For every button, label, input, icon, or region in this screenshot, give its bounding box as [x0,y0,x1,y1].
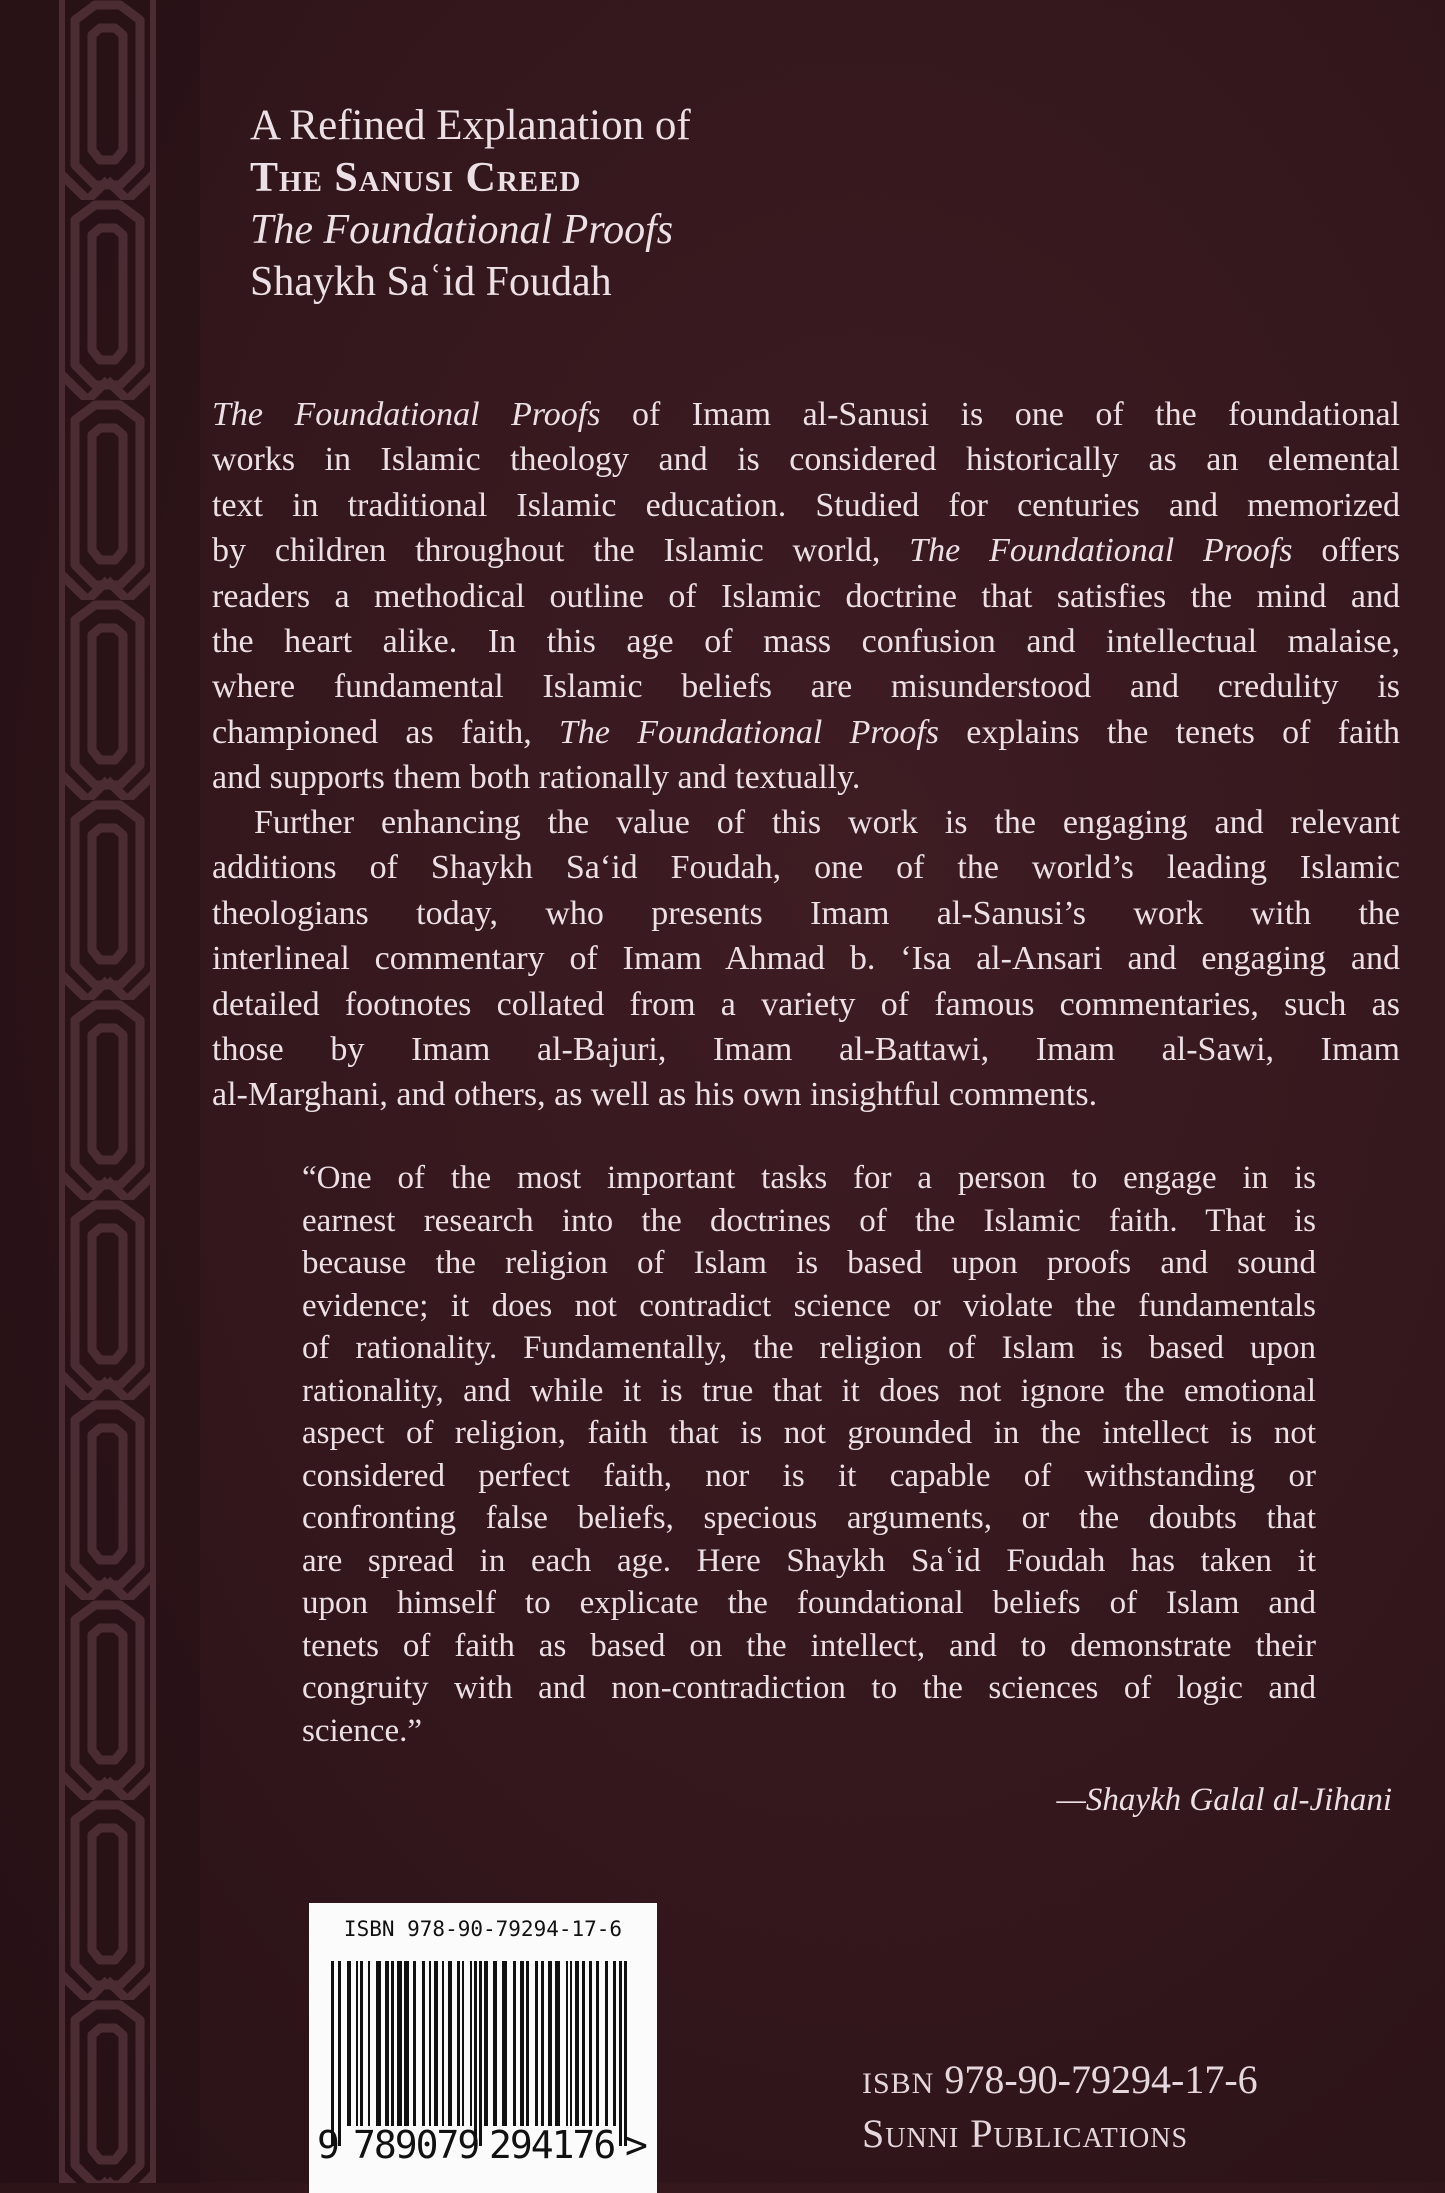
text-line [302,1667,1316,1710]
text-line [302,1497,1316,1540]
text-segment: works in Islamic theology and is considered historically as an elemental [212,441,1400,479]
barcode-bar [347,1961,351,2126]
text-line [302,1157,1316,1200]
footer-isbn [862,2056,1258,2103]
text-segment: earnest research into the doctrines of the Islamic faith. That is [302,1202,1316,1239]
text-line [212,664,1400,709]
text-segment: al-Marghani, and others, as well as his own insightful comments. [212,1076,1098,1114]
barcode-bar [360,1961,363,2126]
barcode-digits-left: 789079 [353,2123,479,2167]
book-subtitle: The Foundational Proofs [250,207,674,253]
text-line [302,1455,1316,1498]
barcode-bar [589,1961,592,2126]
barcode-bar [520,1961,524,2126]
barcode-bar [575,1961,579,2126]
text-segment: and supports them both rationally and textually. [212,759,861,797]
italic-title-text: The Foundational Proofs [559,713,940,751]
text-segment: “One of the most important tasks for a person to engage in is [302,1160,1316,1196]
text-line [212,437,1400,482]
text-segment: where fundamental Islamic beliefs are misunderstood and credulity is [212,668,1400,706]
text-segment: rationality, and while it is true that it does not ignore the emotional [302,1372,1316,1409]
barcode-bar [442,1961,444,2126]
barcode-bar [582,1961,585,2126]
text-segment: theologians today, who presents Imam al-Sanusi’s work with the [212,894,1400,932]
text-line [302,1710,1316,1753]
barcode-bar [596,1961,599,2126]
text-segment: are spread in each age. Here Shaykh Saʿid Foudah has taken it [302,1542,1316,1579]
text-line [212,619,1400,664]
barcode-bar [462,1961,464,2126]
barcode-bar [502,1961,507,2126]
barcode-bar [434,1961,438,2126]
text-segment: because the religion of Islam is based upon proofs and sound [302,1245,1316,1281]
barcode-bar [526,1961,529,2126]
barcode-bar [555,1961,560,2126]
text-segment: upon himself to explicate the foundational beliefs of Islam and [302,1585,1316,1621]
text-line [302,1370,1316,1413]
description-paragraph-2 [212,800,1400,1118]
barcode-bar [397,1961,402,2126]
decorative-interlace-border [0,0,200,2183]
barcode-bar [513,1961,516,2126]
text-line [302,1540,1316,1583]
barcode-bar [479,1961,482,2146]
barcode-bar [376,1961,381,2126]
barcode-bars [331,1961,631,2146]
barcode-bar [338,1961,341,2146]
text-line [212,392,1400,437]
barcode-bar [605,1961,608,2126]
endorsement-quote [302,1157,1316,1752]
barcode-bar [413,1961,416,2126]
text-line [212,1072,1400,1117]
text-segment: interlineal commentary of Imam Ahmad b. ‘Isa al-Ansari and engaging and [212,940,1400,978]
text-segment: those by Imam al-Bajuri, Imam al-Battawi, Imam al-Sawi, Imam [212,1031,1400,1069]
text-segment: readers a methodical outline of Islamic doctrine that satisfies the mind and [212,577,1400,615]
text-line [212,574,1400,619]
text-line [212,1027,1400,1072]
barcode-bar [448,1961,452,2126]
text-segment: explains the tenets of faith [939,713,1401,751]
text-line [302,1285,1316,1328]
text-segment: tenets of faith as based on the intellect, and to demonstrate their [302,1627,1316,1664]
barcode-bar [548,1961,552,2126]
text-segment: of Imam al-Sanusi is one of the foundational [600,396,1400,433]
barcode-bar [429,1961,431,2126]
text-line [302,1327,1316,1370]
text-segment: evidence; it does not contradict science or violate the fundamentals [302,1287,1316,1324]
barcode-bar [613,1961,616,2126]
text-line [302,1582,1316,1625]
text-segment: science.” [302,1712,422,1749]
text-line [212,710,1400,755]
barcode-isbn-text: ISBN 978-90-79294-17-6 [343,1917,623,1941]
text-line [212,891,1400,936]
publisher-name: Sunni Publications [862,2111,1189,2156]
description-paragraph-1 [212,392,1400,801]
text-segment: additions of Shaykh Sa‘id Foudah, one of the world’s leading Islamic [212,849,1400,887]
text-segment: offers [1292,532,1400,570]
barcode-bar [570,1961,572,2126]
barcode-bar [457,1961,460,2126]
barcode-bar [619,1961,622,2146]
text-line [212,845,1400,890]
text-line [212,755,1400,800]
barcode-bar [535,1961,538,2126]
text-segment: aspect of religion, faith that is not grounded in the intellect is not [302,1415,1316,1451]
barcode-bar [484,1961,488,2126]
text-line [302,1200,1316,1243]
barcode-bar [470,1961,472,2126]
barcode-bar [391,1961,394,2126]
barcode-bar [541,1961,544,2126]
text-segment: the heart alike. In this age of mass confusion and intellectual malaise, [212,623,1400,661]
text-segment: congruity with and non-contradiction to the sciences of logic and [302,1670,1316,1706]
barcode-bar [422,1961,425,2126]
text-line [212,483,1400,528]
text-line [212,982,1400,1027]
text-line [212,528,1400,573]
italic-title-text: The Foundational Proofs [909,532,1293,570]
barcode-bar [368,1961,370,2126]
barcode-bar [493,1961,497,2126]
text-segment: by children throughout the Islamic world, [212,532,910,570]
footer-isbn-number: 978-90-79294-17-6 [944,2057,1258,2102]
title-block [250,100,691,308]
quote-attribution: —Shaykh Galal al-Jihani [1056,1782,1392,1818]
barcode-digits-right: 294176 [489,2123,615,2167]
barcode-bar [404,1961,409,2126]
italic-title-text: The Foundational Proofs [212,396,601,433]
text-segment: text in traditional Islamic education. Studied for centuries and memorized [212,486,1400,524]
text-segment: of rationality. Fundamentally, the religion of Islam is based upon [302,1330,1316,1366]
text-segment: championed as faith, [212,713,560,751]
text-line [302,1412,1316,1455]
footer-isbn-label: ISBN [862,2067,935,2100]
barcode-bar [624,1961,627,2146]
text-segment: considered perfect faith, nor is it capable of withstanding or [302,1457,1316,1494]
title-intro: A Refined Explanation of [250,102,691,149]
barcode-digit-first: 9 [317,2123,340,2167]
barcode-bar [385,1961,389,2126]
barcode-bar [356,1961,358,2126]
text-segment: confronting false beliefs, specious arguments, or the doubts that [302,1500,1316,1536]
barcode-quiet-mark: > [625,2123,648,2167]
barcode-bar [566,1961,568,2126]
text-segment: Further enhancing the value of this work is the engaging and relevant [254,804,1400,841]
text-line [302,1242,1316,1285]
text-line [212,800,1400,845]
barcode-bar [331,1961,334,2146]
book-author: Shaykh Saʿid Foudah [250,259,612,305]
book-title: The Sanusi Creed [250,155,582,201]
text-line [212,936,1400,981]
isbn-barcode [309,1903,657,2193]
text-line [302,1625,1316,1668]
text-segment: detailed footnotes collated from a variety of famous commentaries, such as [212,985,1400,1023]
barcode-bar [474,1961,477,2146]
